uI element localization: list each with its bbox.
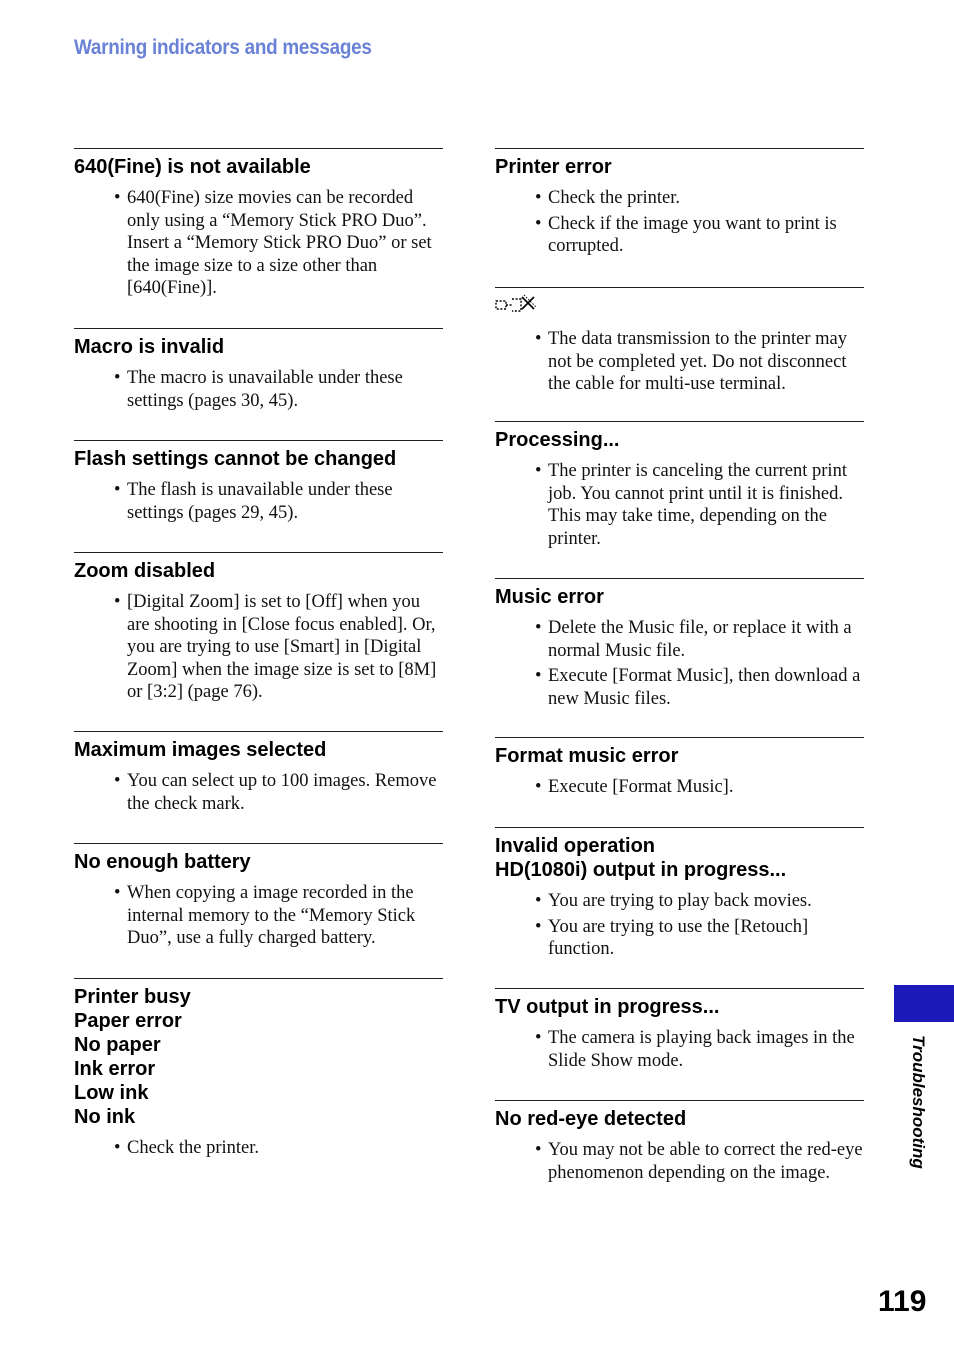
message-item-list xyxy=(74,770,443,815)
message-item-list xyxy=(495,328,864,396)
list-item: • The flash is unavailable under these settings (pages 29, 45). xyxy=(74,479,443,524)
running-header: Warning indicators and messages xyxy=(74,36,372,59)
message-section xyxy=(495,737,864,827)
list-item: • Check the printer. xyxy=(74,1137,443,1160)
message-heading: TV output in progress... xyxy=(495,996,720,1018)
message-section xyxy=(495,421,864,578)
message-heading: Processing... xyxy=(495,429,620,451)
list-item: • Delete the Music file, or replace it with a normal Music file. xyxy=(495,617,864,662)
list-item: • The printer is canceling the current print job. You cannot print until it is finished. This may take time, depending on the printer. xyxy=(495,460,864,550)
list-item: • [Digital Zoom] is set to [Off] when you are shooting in [Close focus enabled]. Or, you are trying to use [Smart] in [Digital Zoom] when the image size is set to [8M] or [3:2] (page 76). xyxy=(74,591,443,704)
list-item: • The camera is playing back images in the Slide Show mode. xyxy=(495,1027,864,1072)
message-section xyxy=(495,988,864,1100)
message-item-list xyxy=(495,460,864,550)
message-section xyxy=(495,827,864,988)
message-item-list xyxy=(74,187,443,300)
message-item-list xyxy=(74,479,443,524)
list-item: • You are trying to use the [Retouch] function. xyxy=(495,916,864,961)
message-heading: Paper error xyxy=(74,1010,182,1032)
right-column xyxy=(495,148,864,1187)
page-number: 119 xyxy=(878,1285,927,1318)
list-item: • Check the printer. xyxy=(495,187,864,210)
message-heading: Macro is invalid xyxy=(74,336,225,358)
message-heading: Zoom disabled xyxy=(74,560,216,582)
message-heading: No paper xyxy=(74,1034,161,1056)
message-item-list xyxy=(495,1139,864,1184)
message-section xyxy=(74,978,443,1160)
message-section xyxy=(495,148,864,287)
message-heading: Low ink xyxy=(74,1082,149,1104)
list-item: • When copying a image recorded in the internal memory to the “Memory Stick Duo”, use a fully charged battery. xyxy=(74,882,443,950)
list-item: • Execute [Format Music], then download a new Music files. xyxy=(495,665,864,710)
message-heading: Printer busy xyxy=(74,986,191,1008)
left-column xyxy=(74,148,443,1163)
message-heading: Ink error xyxy=(74,1058,156,1080)
message-section xyxy=(74,328,443,440)
message-section xyxy=(74,843,443,978)
list-item: • You can select up to 100 images. Remove the check mark. xyxy=(74,770,443,815)
message-heading: Invalid operation xyxy=(495,835,656,857)
message-section xyxy=(74,440,443,552)
message-item-list xyxy=(495,187,864,258)
message-heading: Format music error xyxy=(495,745,679,767)
message-section xyxy=(74,552,443,731)
message-section xyxy=(74,148,443,328)
message-item-list xyxy=(495,890,864,961)
section-tab-label: Troubleshooting xyxy=(909,1035,928,1169)
list-item: • Check if the image you want to print is corrupted. xyxy=(495,213,864,258)
message-heading: No ink xyxy=(74,1106,136,1128)
message-heading xyxy=(495,294,864,320)
message-section xyxy=(495,1100,864,1184)
list-item: • 640(Fine) size movies can be recorded only using a “Memory Stick PRO Duo”. Insert a “Memory Stick PRO Duo” or set the image size to a size other than [640(Fine)]. xyxy=(74,187,443,300)
message-heading: No red-eye detected xyxy=(495,1108,687,1130)
list-item: • You may not be able to correct the red-eye phenomenon depending on the image. xyxy=(495,1139,864,1184)
list-item: • The data transmission to the printer may not be completed yet. Do not disconnect the cable for multi-use terminal. xyxy=(495,328,864,396)
message-heading: No enough battery xyxy=(74,851,251,873)
message-section xyxy=(495,578,864,737)
message-heading: Music error xyxy=(495,586,604,608)
message-heading: 640(Fine) is not available xyxy=(74,156,311,178)
message-heading: HD(1080i) output in progress... xyxy=(495,859,787,881)
message-item-list xyxy=(74,882,443,950)
message-item-list xyxy=(74,367,443,412)
message-heading: Flash settings cannot be changed xyxy=(74,448,397,470)
pictbridge-connecting-icon xyxy=(495,292,537,314)
message-item-list xyxy=(495,1027,864,1072)
list-item: • The macro is unavailable under these settings (pages 30, 45). xyxy=(74,367,443,412)
message-heading: Printer error xyxy=(495,156,612,178)
list-item: • You are trying to play back movies. xyxy=(495,890,864,913)
message-item-list xyxy=(495,617,864,710)
message-item-list xyxy=(74,591,443,704)
section-tab xyxy=(894,985,954,1022)
message-section xyxy=(74,731,443,843)
message-section xyxy=(495,287,864,421)
message-item-list xyxy=(495,776,864,799)
message-item-list xyxy=(74,1137,443,1160)
message-heading: Maximum images selected xyxy=(74,739,327,761)
list-item: • Execute [Format Music]. xyxy=(495,776,864,799)
